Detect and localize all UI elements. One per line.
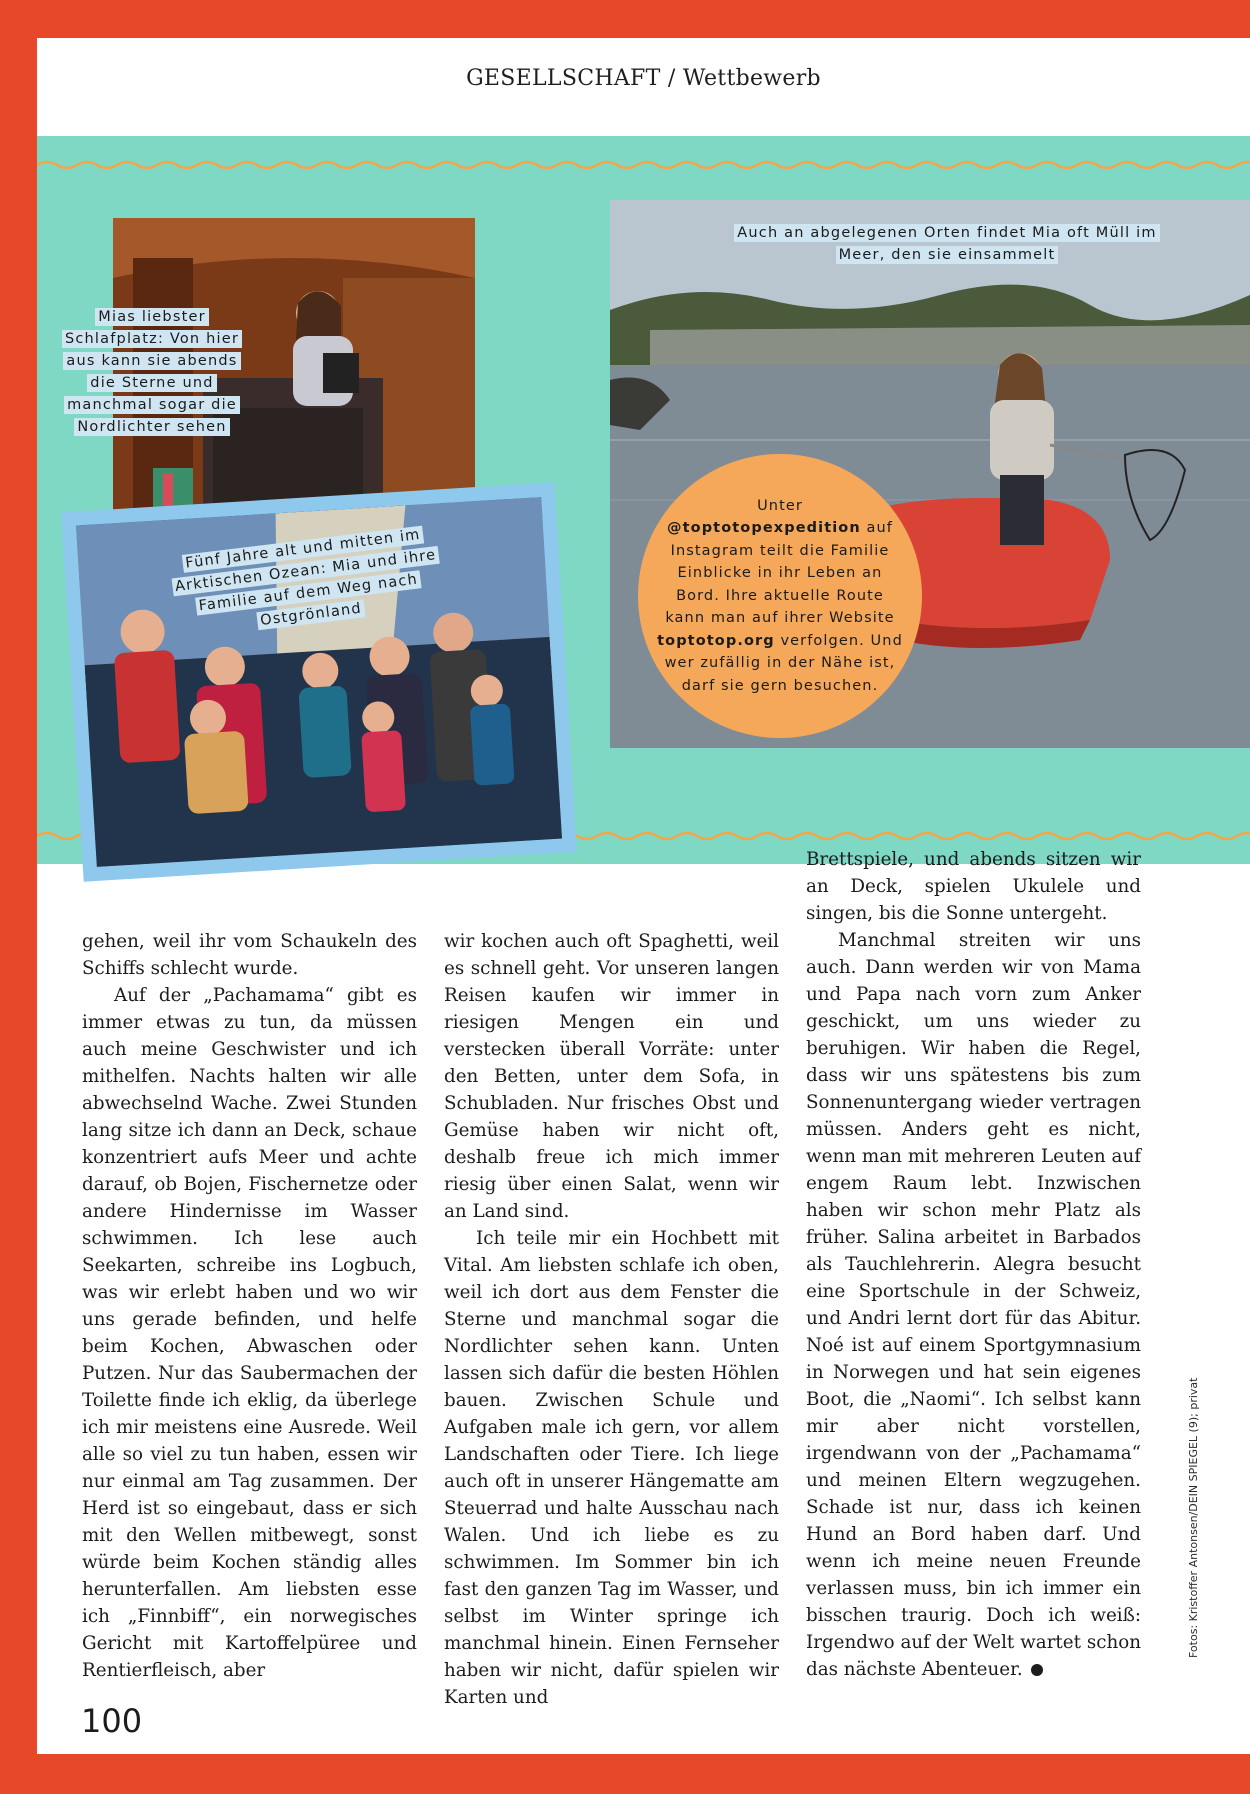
article-column-2 — [444, 928, 779, 1711]
page-paper — [37, 38, 1250, 1754]
cabin-photo-caption: Mias liebster Schlafplatz: Von hier aus kann sie abends die Sterne und manchmal sogar die Nordlichter sehen — [57, 306, 247, 438]
sea-photo-caption: Auch an abgelegenen Orten findet Mia oft Müll im Meer, den sie einsammelt — [727, 222, 1167, 266]
paragraph: Ich teile mir ein Hochbett mit Vital. Am liebsten schlafe ich oben, weil ich dort aus dem Fenster die Sterne und manchmal sogar die Nordlichter sehen kann. Unten lassen sich dafür die besten Höhlen bauen. Zwischen Schule und Aufgaben male ich gern, vor allem Landschaften oder Tiere. Ich liege auch oft in unserer Hängematte am Steuerrad und halte Ausschau nach Walen. Und ich liebe es zu schwimmen. Im Sommer bin ich fast den ganzen Tag im Wasser, und selbst im Winter springe ich manchmal hinein. Einen Fernseher haben wir nicht, dafür spielen wir Karten und — [444, 1228, 779, 1708]
paragraph: Brettspiele, und abends sitzen wir an Deck, spielen Ukulele und singen, bis die Sonne untergeht. — [806, 849, 1141, 924]
paragraph: Manchmal streiten wir uns auch. Dann werden wir von Mama und Papa nach vorn zum Anker geschickt, um uns wieder zu beruhigen. Wir haben die Regel, dass wir uns spätestens bis zum Sonnenuntergang wieder vertragen müssen. Anders geht es nicht, wenn man mit mehreren Leuten auf engem Raum lebt. Inzwischen haben wir schon mehr Platz als früher. Salina arbeitet in Barbados als Tauchlehrerin. Alegra besucht eine Sportschule in der Schweiz, und Andri lernt dort für das Abitur. Noé ist auf einem Sportgymnasium in Norwegen und hat sein eigenes Boot, die „Naomi“. Ich selbst kann mir aber nicht vorstellen, irgendwann von der „Pachamama“ und meinen Eltern wegzugehen. Schade ist nur, dass ich keinen Hund an Bord haben darf. Und wenn ich meine neuen Freunde verlassen muss, bin ich immer ein bisschen traurig. Doch ich weiß: Irgendwo auf der Welt wartet schon das nächste Abenteuer. — [806, 930, 1141, 1680]
article-column-1 — [82, 928, 417, 1684]
paragraph: wir kochen auch oft Spaghetti, weil es schnell geht. Vor unseren langen Reisen kaufen wir immer in riesigen Mengen ein und verstecken überall Vorräte: unter den Betten, unter dem Sofa, in Schubladen. Nur frisches Obst und Gemüse haben wir nicht oft, deshalb freue ich mich immer riesig über einen Salat, wenn wir an Land sind. — [444, 931, 779, 1222]
section-header: GESELLSCHAFT / Wettbewerb — [466, 66, 821, 91]
promo-text: Unter @toptotopexpedition auf Instagram teilt die Familie Einblicke in ihr Leben an Bord. Ihre aktuelle Route kann man auf ihrer Website toptotop.org verfolgen. Und wer zufällig in der Nähe ist, darf sie gern besuchen. — [657, 497, 903, 694]
wave-decoration-top — [37, 158, 1250, 172]
paragraph: gehen, weil ihr vom Schaukeln des Schiffs schlecht wurde. — [82, 931, 417, 979]
family-photo-caption: Fünf Jahre alt und mitten im Arktischen Ozean: Mia und ihre Familie auf dem Weg nach Ostgrönland — [163, 521, 452, 642]
instagram-promo-circle — [638, 454, 922, 738]
article-column-3 — [806, 846, 1141, 1683]
end-bullet-icon — [1031, 1664, 1043, 1676]
instagram-handle: @toptotopexpedition — [667, 520, 861, 537]
photo-credit: Fotos: Kristoffer Antonsen/DEIN SPIEGEL (9); privat — [1187, 1377, 1200, 1658]
paragraph: Auf der „Pachamama“ gibt es immer etwas zu tun, da müssen auch meine Geschwister und ich mithelfen. Nachts halten wir alle abwechselnd Wache. Zwei Stunden lang sitze ich dann an Deck, schaue konzentriert aufs Meer und achte darauf, ob Bojen, Fischernetze oder andere Hindernisse im Wasser schwimmen. Ich lese auch Seekarten, schreibe ins Logbuch, was wir erlebt haben und wo wir uns gerade befinden, und helfe beim Kochen, Abwaschen oder Putzen. Nur das Saubermachen der Toilette finde ich eklig, da überlege ich mir meistens eine Ausrede. Weil alle so viel zu tun haben, essen wir nur einmal am Tag zusammen. Der Herd ist so eingebaut, dass er sich mit den Wellen mitbewegt, sonst würde beim Kochen ständig alles herunterfallen. Am liebsten esse ich „Finnbiff“, ein norwegisches Gericht mit Kartoffelpüree und Rentierfleisch, aber — [82, 985, 417, 1681]
page-number: 100 — [81, 1702, 143, 1740]
website-link: toptotop.org — [657, 632, 775, 649]
